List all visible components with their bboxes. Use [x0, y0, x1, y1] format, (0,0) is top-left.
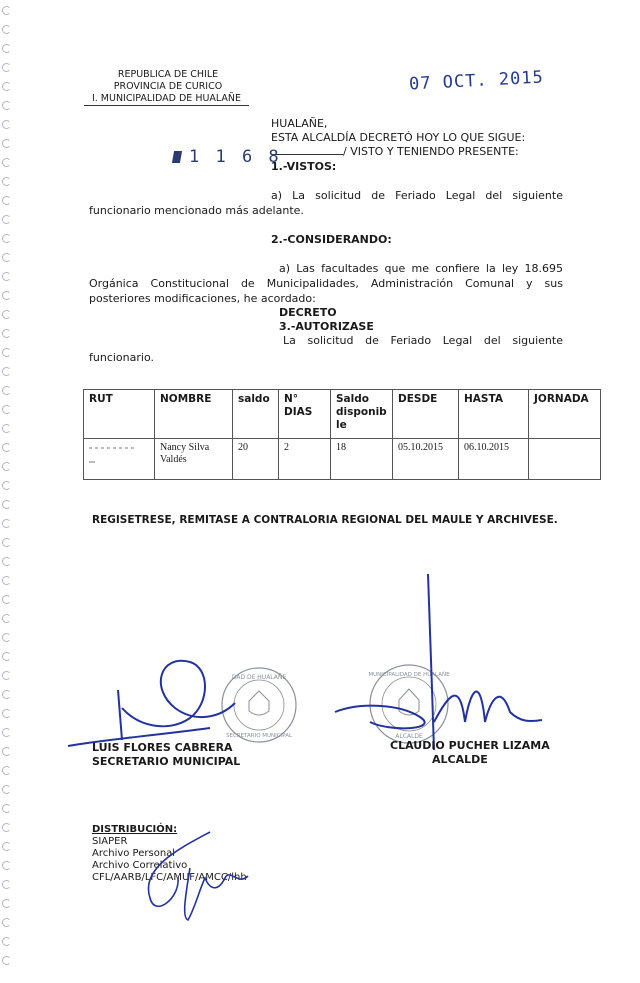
binding-hole: [2, 918, 11, 927]
visto-line: [271, 145, 519, 159]
cell-hasta: 06.10.2015: [459, 439, 529, 480]
col-dias-line-1: N°: [284, 393, 299, 405]
binding-hole: [2, 63, 11, 72]
binding-hole: [2, 291, 11, 300]
seal-right-top: MUNICIPALIDAD DE HUALAÑE: [368, 672, 450, 678]
binding-hole: [2, 823, 11, 832]
binding-hole: [2, 728, 11, 737]
considerando-text-2: Orgánica Constitucional de Municipalidades, Administración Comunal y sus: [89, 277, 563, 290]
col-jornada: JORNADA: [529, 390, 601, 439]
letterhead-line-1: REPUBLICA DE CHILE: [117, 69, 219, 80]
col-disp-line-2: disponib: [336, 406, 387, 418]
intro-line: ESTA ALCALDÍA DECRETÓ HOY LO QUE SIGUE:: [271, 131, 526, 144]
col-saldo-disponible: [331, 390, 393, 439]
redacted-rut: [89, 442, 149, 472]
binding-hole: [2, 6, 11, 15]
binding-hole: [2, 861, 11, 870]
mayor-name: CLAUDIO PUCHER LIZAMA: [390, 739, 550, 752]
col-rut: RUT: [84, 390, 155, 439]
col-hasta: HASTA: [459, 390, 529, 439]
vistos-text-2: funcionario mencionado más adelante.: [89, 204, 304, 217]
letterhead-line-2: PROVINCIA DE CURICO: [113, 81, 223, 92]
binding-holes: [0, 0, 14, 983]
binding-hole: [2, 842, 11, 851]
binding-hole: [2, 557, 11, 566]
distribution-item: CFL/AARB/LFC/AMUF/AMCC/lhh: [92, 872, 247, 883]
binding-hole: [2, 405, 11, 414]
binding-hole: [2, 443, 11, 452]
binding-hole: [2, 481, 11, 490]
binding-hole: [2, 899, 11, 908]
binding-hole: [2, 215, 11, 224]
decreto-heading: DECRETO: [279, 306, 337, 319]
table-header-row: [84, 390, 601, 439]
cell-rut: [84, 439, 155, 480]
binding-hole: [2, 120, 11, 129]
binding-hole: [2, 196, 11, 205]
col-saldo: saldo: [233, 390, 279, 439]
table-row: [84, 439, 601, 480]
secretary-name: LUIS FLORES CABRERA: [92, 741, 233, 754]
binding-hole: [2, 614, 11, 623]
col-disp-line-1: Saldo: [336, 393, 369, 405]
distribution-item: Archivo Correlativo: [92, 860, 188, 871]
cell-dias: 2: [279, 439, 331, 480]
col-dias-line-2: DIAS: [284, 406, 313, 418]
binding-hole: [2, 253, 11, 262]
binding-hole: [2, 234, 11, 243]
considerando-text-1: a) Las facultades que me confiere la ley 18.695: [279, 262, 563, 275]
binding-hole: [2, 101, 11, 110]
considerando-heading: 2.-CONSIDERANDO:: [271, 233, 392, 246]
binding-hole: [2, 671, 11, 680]
cell-disponible: 18: [331, 439, 393, 480]
binding-hole: [2, 500, 11, 509]
considerando-text-3: posteriores modificaciones, he acordado:: [89, 292, 316, 305]
binding-hole: [2, 937, 11, 946]
binding-hole: [2, 633, 11, 642]
binding-hole: [2, 652, 11, 661]
binding-hole: [2, 329, 11, 338]
cell-saldo: 20: [233, 439, 279, 480]
closing-line: REGISETRESE, REMITASE A CONTRALORIA REGIONAL DEL MAULE Y ARCHIVESE.: [92, 514, 558, 526]
binding-hole: [2, 690, 11, 699]
cell-nombre-line-1: Nancy Silva: [160, 442, 210, 453]
seal-left-bottom: SECRETARIO MUNICIPAL: [225, 733, 293, 739]
binding-hole: [2, 367, 11, 376]
cell-jornada: [529, 439, 601, 480]
binding-hole: [2, 576, 11, 585]
distribution-heading: DISTRIBUCIÓN:: [92, 824, 178, 835]
distribution-item: SIAPER: [92, 836, 128, 847]
leave-table: [83, 389, 601, 480]
binding-hole: [2, 747, 11, 756]
col-nombre: NOMBRE: [155, 390, 233, 439]
binding-hole: [2, 139, 11, 148]
binding-hole: [2, 804, 11, 813]
visto-text: / VISTO Y TENIENDO PRESENTE:: [343, 145, 519, 158]
vistos-text-1: a) La solicitud de Feriado Legal del siguiente: [271, 189, 563, 202]
vistos-heading: 1.-VISTOS:: [271, 160, 337, 173]
binding-hole: [2, 386, 11, 395]
seal-right-bottom: ALCALDE: [395, 733, 423, 740]
cell-nombre-line-2: Valdés: [160, 454, 187, 465]
seal-left-top: DAD DE HUALAÑE: [231, 674, 287, 681]
cell-desde: 05.10.2015: [393, 439, 459, 480]
letterhead: [88, 69, 248, 106]
date-stamp: 07 OCT. 2015: [408, 67, 545, 95]
decree-number-stamp: [173, 147, 282, 167]
distribution-item: Archivo Personal: [92, 848, 176, 859]
binding-hole: [2, 595, 11, 604]
binding-hole: [2, 44, 11, 53]
binding-hole: [2, 348, 11, 357]
autorizase-heading: 3.-AUTORIZASE: [279, 320, 374, 333]
binding-hole: [2, 272, 11, 281]
binding-hole: [2, 538, 11, 547]
binding-hole: [2, 82, 11, 91]
col-dias: [279, 390, 331, 439]
secretary-title: SECRETARIO MUNICIPAL: [92, 755, 241, 768]
autorizase-text-2: funcionario.: [89, 351, 154, 364]
decree-number: 1 1 6 8: [189, 147, 282, 167]
binding-hole: [2, 158, 11, 167]
stamp-mark: [172, 151, 182, 163]
secretary-seal: [219, 665, 299, 745]
binding-hole: [2, 424, 11, 433]
binding-hole: [2, 310, 11, 319]
col-desde: DESDE: [393, 390, 459, 439]
binding-hole: [2, 709, 11, 718]
cell-nombre: [155, 439, 233, 480]
binding-hole: [2, 956, 11, 965]
binding-hole: [2, 462, 11, 471]
binding-hole: [2, 766, 11, 775]
place: HUALAÑE,: [271, 117, 328, 130]
autorizase-text-1: La solicitud de Feriado Legal del siguiente: [283, 334, 563, 347]
letterhead-line-3: I. MUNICIPALIDAD DE HUALAÑE: [84, 93, 249, 106]
binding-hole: [2, 519, 11, 528]
binding-hole: [2, 880, 11, 889]
mayor-seal: [367, 662, 451, 746]
binding-hole: [2, 785, 11, 794]
binding-hole: [2, 25, 11, 34]
mayor-title: ALCALDE: [432, 753, 488, 766]
binding-hole: [2, 177, 11, 186]
number-blank: [271, 145, 343, 155]
col-disp-line-3: le: [336, 419, 347, 431]
